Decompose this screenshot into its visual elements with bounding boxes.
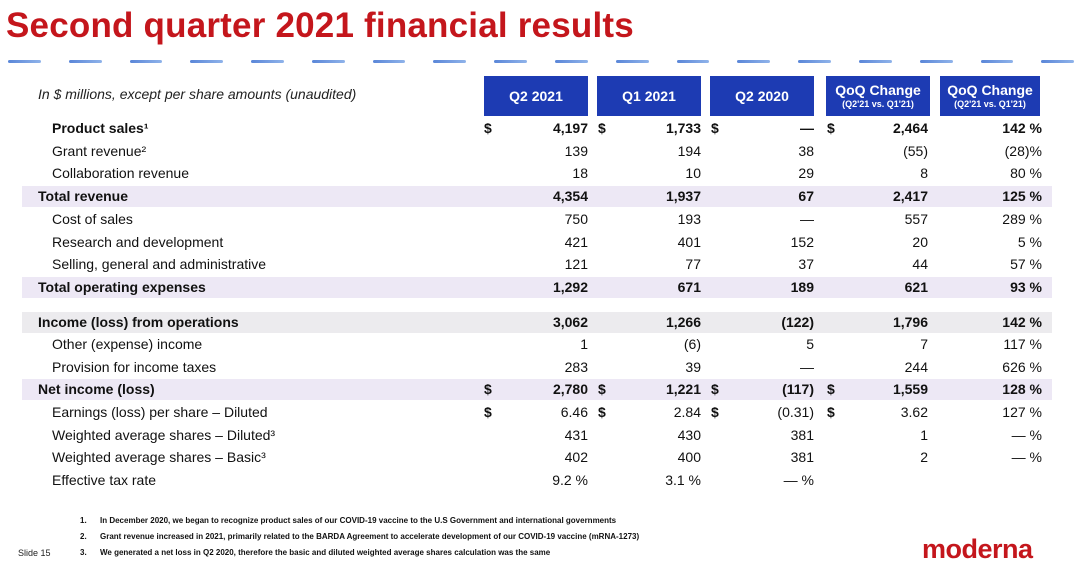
footnote: 2. Grant revenue increased in 2021, primarily related to the BARDA Agreement to accelerate development of our COVID-19 vaccine (mRNA-1273) (80, 532, 640, 541)
row-label: Income (loss) from operations (38, 314, 239, 330)
cell-qoq-pct: 80 % (1010, 165, 1042, 181)
dollar-sign: $ (484, 404, 492, 420)
footnote: 3. We generated a net loss in Q2 2020, therefore the basic and diluted weighted average shares calculation was the same (80, 548, 551, 557)
table-row (22, 470, 1052, 491)
cell-qoq-pct: 128 % (1002, 381, 1042, 397)
cell-q1-2021: 1,266 (665, 314, 701, 330)
table-row (22, 379, 1052, 400)
cell-qoq-pct: 125 % (1002, 188, 1042, 204)
row-label: Weighted average shares – Basic³ (52, 449, 266, 465)
cell-q2-2020: — (800, 211, 814, 227)
cell-q2-2020: 67 (798, 188, 814, 204)
cell-q2-2021: 1 (580, 336, 588, 352)
cell-q2-2021: 6.46 (560, 404, 588, 420)
row-label: Provision for income taxes (52, 359, 217, 375)
row-label: Effective tax rate (52, 472, 157, 488)
cell-qoq-abs: 2 (920, 449, 928, 465)
cell-qoq-pct: 626 % (1002, 359, 1042, 375)
cell-q2-2021: 139 (564, 143, 588, 159)
cell-qoq-abs: 2,464 (892, 120, 928, 136)
row-label: Product sales¹ (52, 120, 149, 136)
cell-q2-2020: 381 (790, 449, 814, 465)
cell-q2-2020: (117) (782, 381, 814, 397)
table-row (22, 141, 1052, 162)
row-label: Net income (loss) (38, 381, 155, 397)
row-label: Earnings (loss) per share – Diluted (52, 404, 268, 420)
cell-qoq-pct: 127 % (1002, 404, 1042, 420)
cell-q2-2021: 421 (564, 234, 588, 250)
table-row (22, 334, 1052, 355)
units-note: In $ millions, except per share amounts (unaudited) (38, 86, 357, 102)
cell-q2-2021: 1,292 (552, 279, 588, 295)
table-row (22, 163, 1052, 184)
cell-q1-2021: 401 (677, 234, 701, 250)
page-title: Second quarter 2021 financial results (6, 6, 634, 45)
cell-qoq-pct: 57 % (1010, 256, 1042, 272)
row-label: Other (expense) income (52, 336, 203, 352)
cell-qoq-pct: 142 % (1002, 120, 1042, 136)
cell-qoq-pct: 289 % (1002, 211, 1042, 227)
row-label: Cost of sales (52, 211, 133, 227)
slide-number: Slide 15 (18, 548, 51, 558)
cell-q2-2020: — (800, 120, 814, 136)
cell-qoq-pct: — % (1011, 449, 1042, 465)
cell-q1-2021: 1,937 (665, 188, 701, 204)
cell-qoq-abs: 7 (920, 336, 928, 352)
column-header-qoq-change-pct: QoQ Change (Q2'21 vs. Q1'21) (940, 76, 1040, 116)
cell-q2-2020: 189 (790, 279, 814, 295)
cell-qoq-abs: 44 (912, 256, 928, 272)
cell-qoq-pct: 142 % (1002, 314, 1042, 330)
cell-q2-2021: 283 (564, 359, 588, 375)
cell-qoq-abs: (55) (903, 143, 928, 159)
cell-q2-2020: — (800, 359, 814, 375)
cell-qoq-abs: 1,796 (892, 314, 928, 330)
cell-q2-2020: 381 (790, 427, 814, 443)
cell-q1-2021: 1,221 (665, 381, 701, 397)
cell-q2-2021: 2,780 (552, 381, 588, 397)
table-row (22, 277, 1052, 298)
dollar-sign: $ (711, 381, 719, 397)
table-row (22, 186, 1052, 207)
cell-qoq-pct: 5 % (1017, 234, 1042, 250)
cell-q2-2021: 4,197 (552, 120, 588, 136)
cell-qoq-abs: 3.62 (900, 404, 928, 420)
cell-q2-2021: 4,354 (552, 188, 588, 204)
row-label: Collaboration revenue (52, 165, 189, 181)
footnotes (80, 516, 639, 564)
table-row (22, 402, 1052, 423)
cell-qoq-abs: 1,559 (892, 381, 928, 397)
cell-q1-2021: 194 (677, 143, 701, 159)
column-header-q2-2020: Q2 2020 (710, 76, 814, 116)
cell-q2-2021: 402 (564, 449, 588, 465)
row-label: Selling, general and administrative (52, 256, 267, 272)
cell-q1-2021: 1,733 (665, 120, 701, 136)
cell-qoq-abs: 20 (912, 234, 928, 250)
cell-qoq-abs: 244 (904, 359, 928, 375)
cell-qoq-pct: 117 % (1003, 336, 1042, 352)
column-header-qoq-change-abs: QoQ Change (Q2'21 vs. Q1'21) (826, 76, 930, 116)
cell-q2-2021: 18 (572, 165, 588, 181)
dollar-sign: $ (598, 381, 606, 397)
dollar-sign: $ (484, 381, 492, 397)
cell-q1-2021: 77 (685, 256, 701, 272)
cell-qoq-abs: 621 (904, 279, 928, 295)
cell-q2-2020: 29 (798, 165, 814, 181)
cell-qoq-abs: 8 (920, 165, 928, 181)
cell-q2-2020: (0.31) (777, 404, 814, 420)
dollar-sign: $ (827, 120, 835, 136)
cell-q2-2020: 152 (790, 234, 814, 250)
cell-qoq-abs: 2,417 (892, 188, 928, 204)
moderna-logo: moderna (922, 534, 1033, 564)
title-divider (8, 60, 1074, 64)
cell-q1-2021: 400 (677, 449, 701, 465)
table-row (22, 118, 1052, 139)
table-row (22, 232, 1052, 253)
row-label: Total revenue (38, 188, 128, 204)
dollar-sign: $ (827, 404, 835, 420)
cell-q2-2020: (122) (781, 314, 814, 330)
cell-q1-2021: 10 (685, 165, 701, 181)
dollar-sign: $ (598, 404, 606, 420)
cell-q1-2021: 39 (685, 359, 701, 375)
cell-q2-2021: 121 (564, 256, 588, 272)
cell-qoq-pct: (28)% (1004, 143, 1042, 159)
cell-q2-2020: 5 (806, 336, 814, 352)
cell-q2-2021: 431 (564, 427, 588, 443)
cell-q2-2021: 3,062 (552, 314, 588, 330)
cell-qoq-abs: 1 (920, 427, 928, 443)
table-row (22, 447, 1052, 468)
cell-q2-2020: 37 (798, 256, 814, 272)
cell-q1-2021: (6) (683, 336, 701, 352)
table-row (22, 254, 1052, 275)
dollar-sign: $ (711, 404, 719, 420)
cell-q1-2021: 2.84 (673, 404, 701, 420)
row-label: Grant revenue² (52, 143, 147, 159)
cell-q2-2020: — % (783, 472, 814, 488)
cell-q1-2021: 430 (677, 427, 701, 443)
cell-q2-2021: 9.2 % (552, 472, 588, 488)
table-row (22, 357, 1052, 378)
dollar-sign: $ (484, 120, 492, 136)
row-label: Weighted average shares – Diluted³ (52, 427, 276, 443)
column-header-q2-2021: Q2 2021 (484, 76, 588, 116)
row-label: Total operating expenses (38, 279, 206, 295)
cell-qoq-abs: 557 (904, 211, 928, 227)
row-label: Research and development (52, 234, 224, 250)
cell-q2-2020: 38 (798, 143, 814, 159)
dollar-sign: $ (598, 120, 606, 136)
cell-qoq-pct: 93 % (1010, 279, 1042, 295)
cell-q1-2021: 193 (677, 211, 701, 227)
table-row (22, 425, 1052, 446)
dollar-sign: $ (827, 381, 835, 397)
table-row (22, 209, 1052, 230)
footnote: 1. In December 2020, we began to recognize product sales of our COVID-19 vaccine to the U.S Government and international governments (80, 516, 617, 525)
dollar-sign: $ (711, 120, 719, 136)
cell-qoq-pct: — % (1011, 427, 1042, 443)
column-header-q1-2021: Q1 2021 (597, 76, 701, 116)
cell-q1-2021: 671 (677, 279, 701, 295)
table-row (22, 312, 1052, 333)
cell-q1-2021: 3.1 % (665, 472, 701, 488)
cell-q2-2021: 750 (564, 211, 588, 227)
